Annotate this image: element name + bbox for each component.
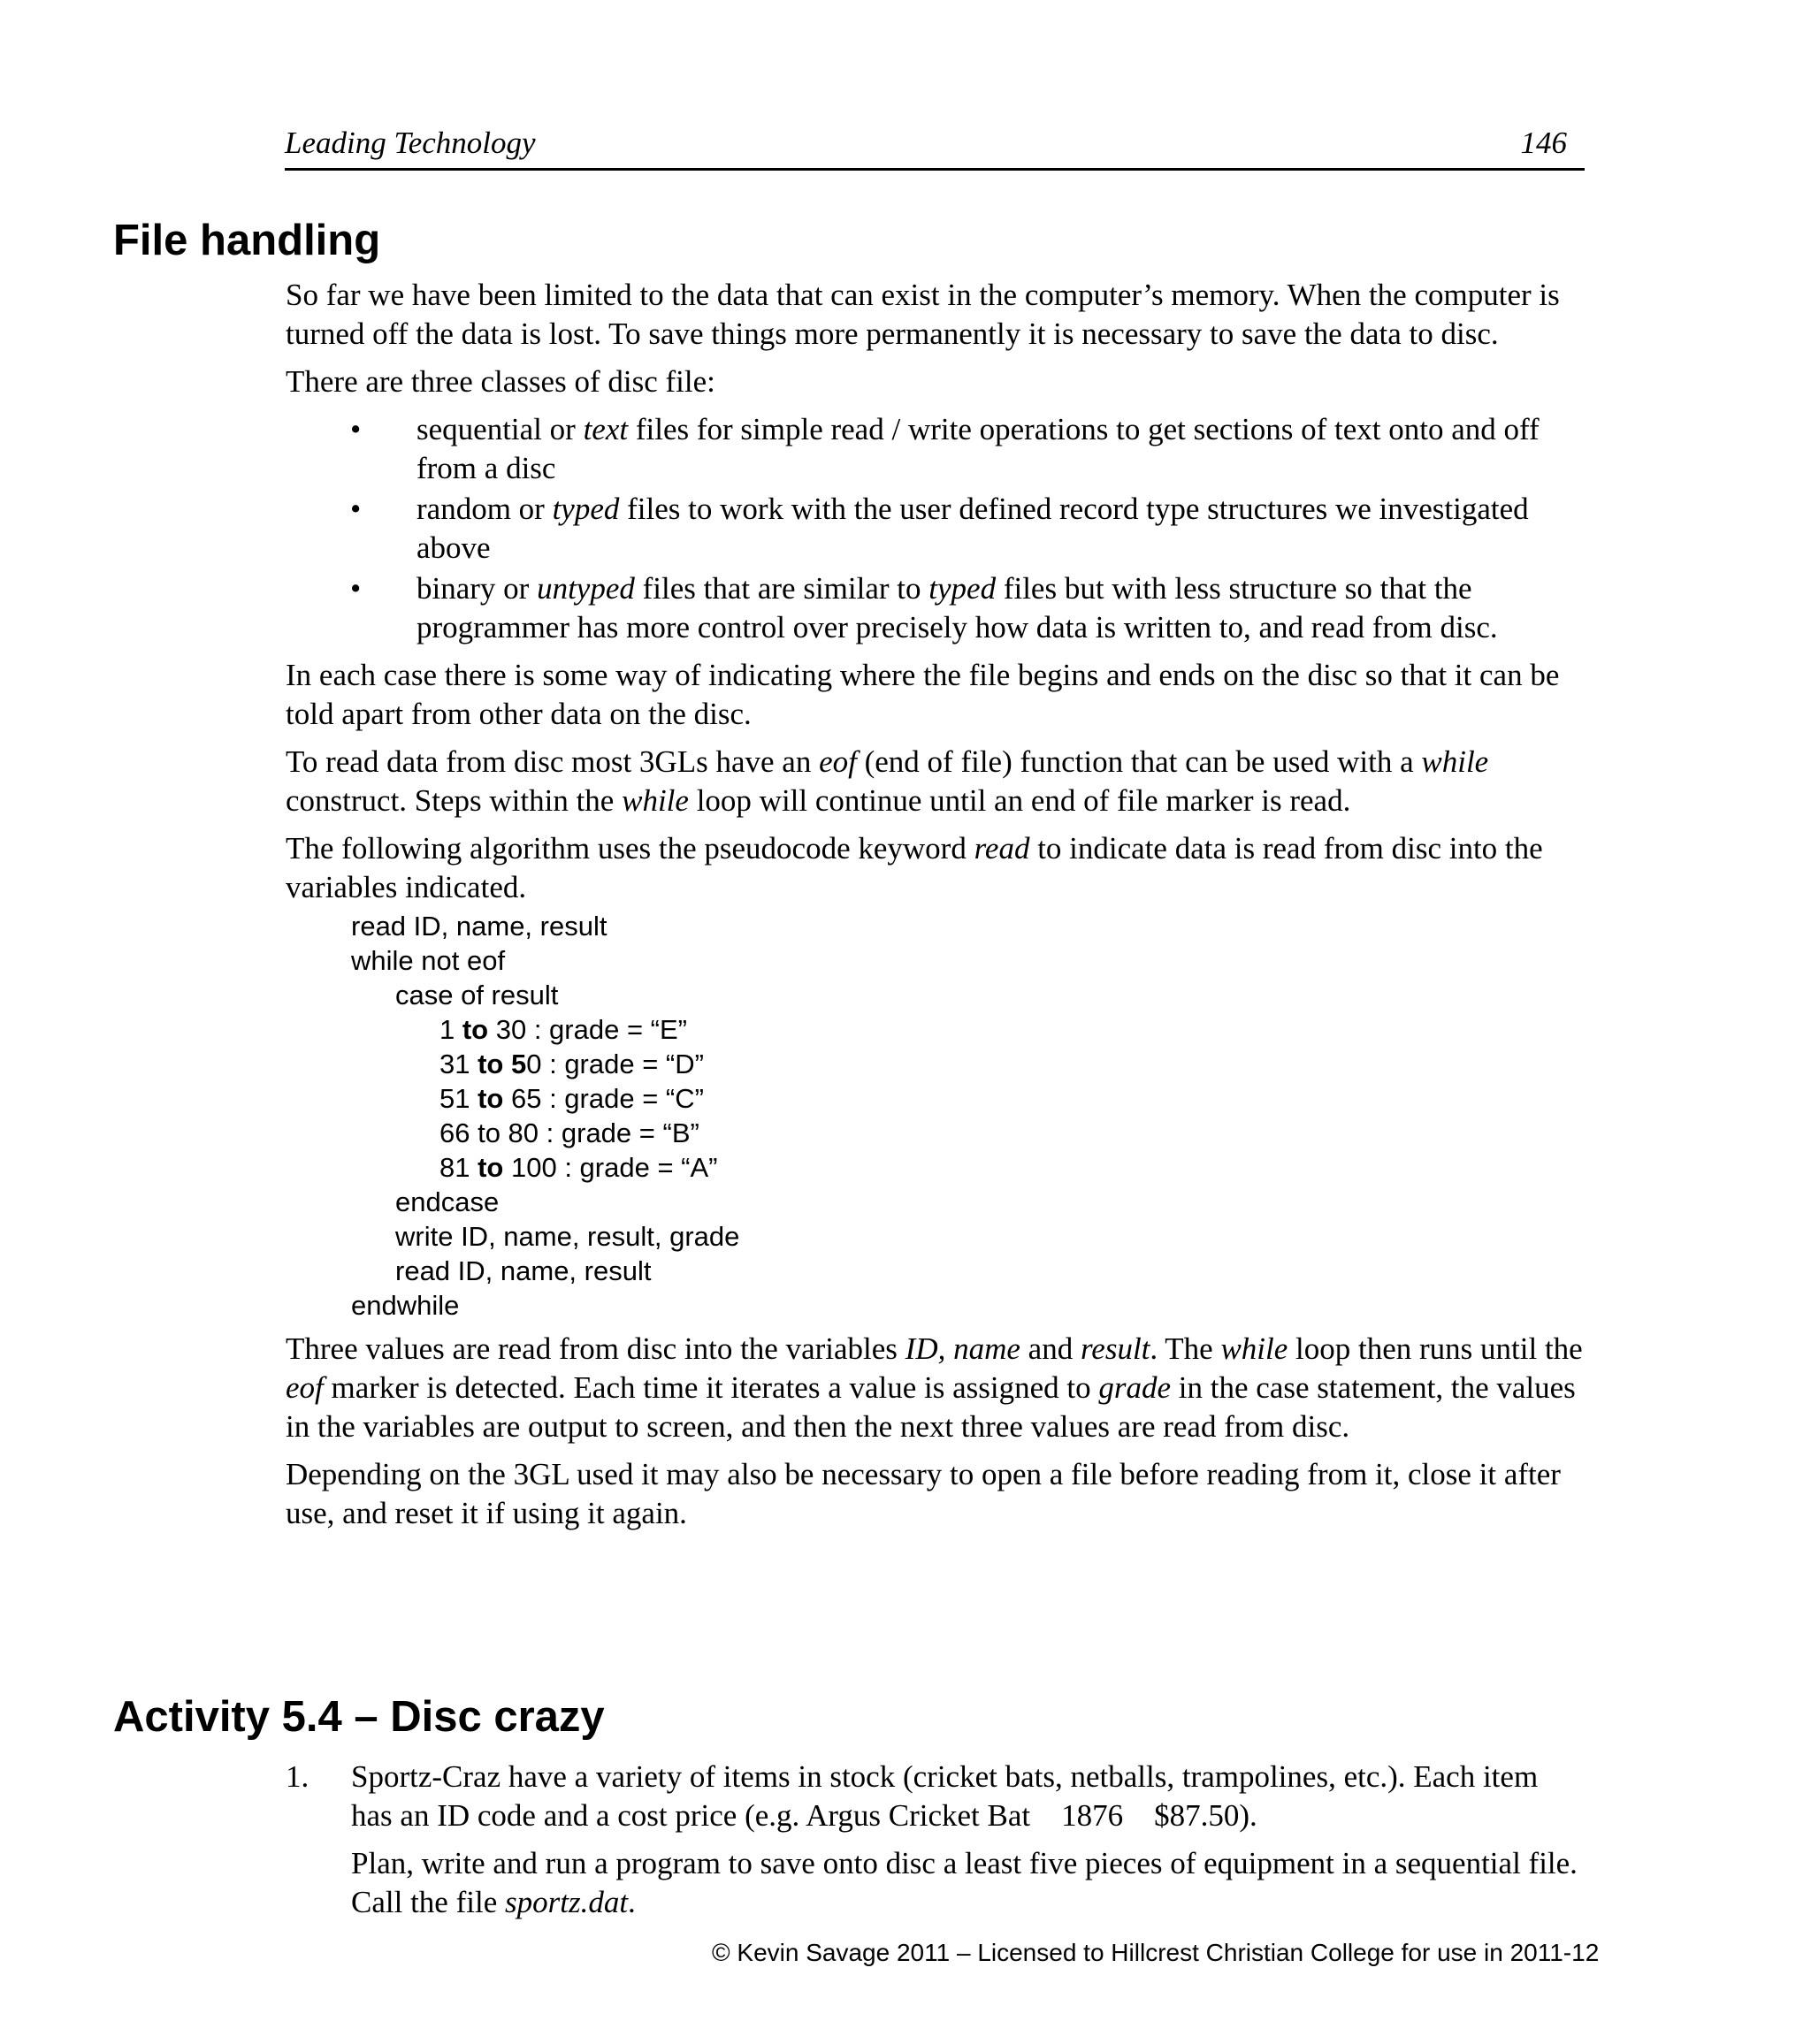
code-line: while not eof [351, 945, 506, 976]
list-item: • random or typed files to work with the user defined record type structures we investigated above [416, 490, 1586, 568]
section-heading-activity: Activity 5.4 – Disc crazy [113, 1693, 605, 1741]
code-line: case of result [395, 980, 559, 1011]
paragraph: In each case there is some way of indicating where the file begins and ends on the disc so that it can be told apart from other data on the disc. [286, 658, 1560, 731]
code-line: write ID, name, result, grade [395, 1221, 740, 1252]
code-line: read ID, name, result [395, 1255, 652, 1286]
section-heading-file-handling: File handling [113, 217, 381, 264]
paragraph: To read data from disc most 3GLs have an eof (end of file) function that can be used with a while construct. Steps within the while loop will continue until an end of file marker is read. [286, 744, 1489, 818]
activity-body [286, 1758, 1586, 1931]
running-header [285, 124, 1585, 171]
code-line: endcase [395, 1186, 500, 1217]
paragraph: Sportz-Craz have a variety of items in stock (cricket bats, netballs, trampolines, etc.). Each item has an ID code and a cost price (e.g. Argus Cricket Bat 1876 $87.50). [351, 1759, 1546, 1833]
list-item: • binary or untyped files that are similar to typed files but with less structure so that the programmer has more control over precisely how data is written to, and read from disc. [416, 569, 1586, 647]
paragraph: So far we have been limited to the data that can exist in the computer’s memory. When the computer is turned off the data is lost. To save things more permanently it is necessary to save the data to disc. [286, 278, 1560, 351]
paragraph: There are three classes of disc file: [286, 364, 715, 399]
code-line: 31 to 50 : grade = “D” [439, 1049, 704, 1079]
paragraph: Depending on the 3GL used it may also be necessary to open a file before reading from it, close it after use, and reset it if using it again. [286, 1457, 1561, 1530]
paragraph: Three values are read from disc into the variables ID, name and result. The while loop then runs until the eof marker is detected. Each time it iterates a value is assigned to grade in the case statement, the values in the variables are output to screen, and then the next three values are read from disc. [286, 1331, 1583, 1444]
code-line: read ID, name, result [351, 911, 607, 942]
page-number: 146 [1520, 126, 1567, 160]
code-line: 1 to 30 : grade = “E” [439, 1014, 687, 1045]
section-body-file-handling [286, 276, 1586, 1542]
code-line: 66 to 80 : grade = “B” [439, 1117, 699, 1148]
paragraph: Plan, write and run a program to save onto disc a least five pieces of equipment in a sequential file. Call the file sportz.dat. [351, 1846, 1578, 1919]
code-line: 81 to 100 : grade = “A” [439, 1152, 718, 1183]
activity-list [286, 1758, 1586, 1922]
copyright-footer: © Kevin Savage 2011 – Licensed to Hillcrest Christian College for use in 2011-12 [712, 1939, 1600, 1966]
paragraph: The following algorithm uses the pseudocode keyword read to indicate data is read from disc into the variables indicated. [286, 831, 1543, 904]
bullet-list [286, 410, 1586, 647]
code-line: 51 to 65 : grade = “C” [439, 1083, 704, 1114]
book-title: Leading Technology [285, 126, 536, 160]
code-line: endwhile [351, 1290, 460, 1321]
item-number: 1. [286, 1759, 309, 1794]
list-item [286, 1758, 1586, 1922]
list-item: • sequential or text files for simple read / write operations to get sections of text onto and off from a disc [416, 410, 1586, 488]
pseudocode-block [351, 909, 1586, 1323]
